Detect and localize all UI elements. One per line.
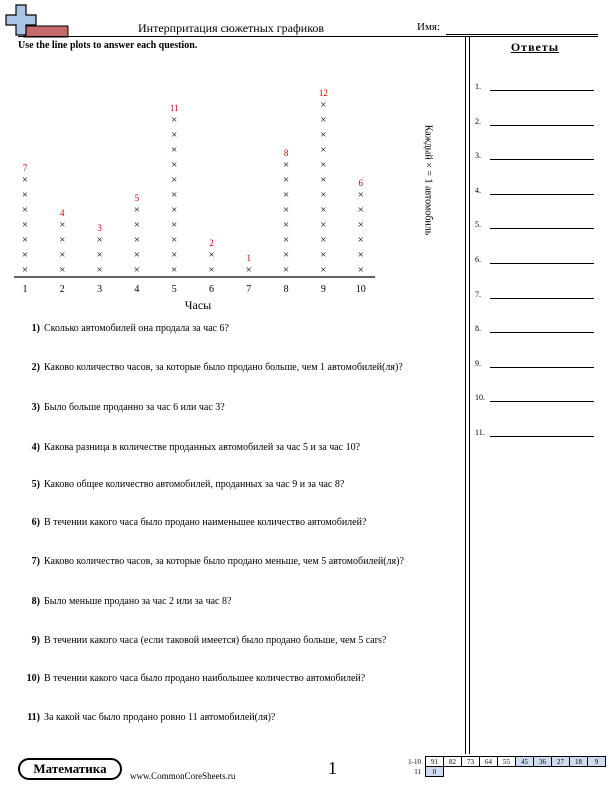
name-label: Имя: xyxy=(417,21,441,33)
plot-marker: × xyxy=(21,174,29,186)
score-cell-empty xyxy=(480,767,498,777)
plot-marker: × xyxy=(171,144,178,156)
answer-number: 10. xyxy=(475,393,485,403)
question-item xyxy=(18,442,458,454)
plot-marker: × xyxy=(357,249,364,261)
score-cell: 91 xyxy=(426,757,444,767)
score-cell-empty xyxy=(570,767,588,777)
score-cell: 45 xyxy=(516,757,534,767)
x-tick-label: 9 xyxy=(320,284,326,295)
answer-number: 8. xyxy=(475,324,481,334)
question-number: 9) xyxy=(31,635,40,646)
score-cell-empty xyxy=(498,767,516,777)
plot-marker: × xyxy=(21,249,29,261)
question-number: 5) xyxy=(31,479,40,490)
plot-marker: × xyxy=(21,234,29,246)
plot-marker: × xyxy=(96,234,103,246)
plot-marker: × xyxy=(357,189,364,201)
plot-marker: × xyxy=(208,264,215,276)
plot-marker: × xyxy=(357,234,364,246)
plot-marker: × xyxy=(320,144,327,156)
score-cell: 73 xyxy=(462,757,480,767)
plot-marker: × xyxy=(282,189,290,201)
plot-marker: × xyxy=(96,264,103,276)
count-label: 5 xyxy=(134,193,140,203)
plot-marker: × xyxy=(357,219,364,231)
question-number: 11) xyxy=(27,712,40,723)
name-field[interactable] xyxy=(446,34,598,35)
x-tick-label: 4 xyxy=(134,284,140,295)
answer-blank[interactable] xyxy=(490,90,594,91)
count-label: 6 xyxy=(358,178,363,188)
plot-marker: × xyxy=(96,249,103,261)
plot-marker: × xyxy=(320,174,327,186)
score-cell: 82 xyxy=(444,757,462,767)
plot-marker: × xyxy=(171,204,178,216)
answer-number: 6. xyxy=(475,255,481,264)
question-text: Каково количество часов, за которые было продано больше, чем 1 автомобилей(ля)? xyxy=(44,362,403,373)
website-link[interactable]: www.CommonCoreSheets.ru xyxy=(130,771,236,781)
question-item xyxy=(18,479,458,491)
answer-number: 5. xyxy=(475,220,481,230)
plot-marker: × xyxy=(320,264,327,276)
question-item xyxy=(18,712,458,724)
score-row xyxy=(398,757,606,767)
plot-marker: × xyxy=(282,234,290,246)
count-label: 3 xyxy=(97,223,102,233)
x-tick-label: 1 xyxy=(22,284,28,295)
question-number: 2) xyxy=(31,362,40,373)
question-text: Сколько автомобилей она продала за час 6? xyxy=(44,323,229,334)
count-label: 4 xyxy=(60,208,65,218)
answer-blank[interactable] xyxy=(490,125,594,126)
answer-blank[interactable] xyxy=(490,332,594,333)
answer-number: 4. xyxy=(475,185,481,195)
score-cell-empty xyxy=(552,767,570,777)
count-label: 1 xyxy=(246,253,252,263)
x-tick-label: 10 xyxy=(355,284,366,295)
plot-marker: × xyxy=(171,249,178,261)
score-cell: 55 xyxy=(498,757,516,767)
question-number: 3) xyxy=(31,402,40,413)
count-label: 7 xyxy=(22,163,28,173)
question-number: 7) xyxy=(31,556,40,567)
question-item xyxy=(18,402,458,414)
score-cell-empty xyxy=(588,767,606,777)
score-cell-empty xyxy=(444,767,462,777)
plot-marker: × xyxy=(21,189,29,201)
score-cell: 36 xyxy=(534,757,552,767)
plot-marker: × xyxy=(320,234,327,246)
question-number: 1) xyxy=(31,323,40,334)
score-row xyxy=(398,767,606,777)
question-text: Было больше проданно за час 6 или час 3? xyxy=(44,402,225,413)
plot-marker: × xyxy=(21,219,29,231)
answer-number: 3. xyxy=(475,151,481,161)
question-number: 6) xyxy=(31,517,40,528)
x-tick-label: 2 xyxy=(59,284,65,295)
plot-marker: × xyxy=(133,264,141,276)
subject-badge: Математика xyxy=(18,758,122,780)
plot-marker: × xyxy=(171,189,178,201)
answer-number: 11. xyxy=(475,428,485,437)
score-row-label: 1-10 xyxy=(408,757,421,766)
score-row-label: 11 xyxy=(414,767,421,776)
score-cell-empty xyxy=(462,767,480,777)
answer-blank[interactable] xyxy=(490,228,594,229)
score-cell-empty xyxy=(534,767,552,777)
question-number: 10) xyxy=(26,673,40,684)
plot-marker: × xyxy=(133,219,141,231)
plot-marker: × xyxy=(282,264,290,276)
column-divider xyxy=(469,36,470,754)
plot-marker: × xyxy=(59,234,66,246)
x-tick-label: 3 xyxy=(97,284,103,295)
plot-marker: × xyxy=(282,219,290,231)
question-item xyxy=(18,517,458,529)
page-number: 1 xyxy=(328,758,337,778)
question-text: За какой час было продано ровно 11 автомобилей(ля)? xyxy=(44,712,276,723)
question-text: В течении какого часа было продано наибольшее количество автомобилей? xyxy=(44,673,366,684)
question-item xyxy=(18,323,458,335)
plot-marker: × xyxy=(245,264,252,276)
plot-marker: × xyxy=(320,129,327,141)
answer-number: 9. xyxy=(475,358,481,368)
answer-number: 2. xyxy=(475,116,481,126)
plot-marker: × xyxy=(171,234,178,246)
question-text: Какова разница в количестве проданных автомобилей за час 5 и за час 10? xyxy=(44,442,361,453)
plot-marker: × xyxy=(320,249,327,261)
plot-marker: × xyxy=(171,114,178,126)
question-item xyxy=(18,673,458,685)
question-number: 4) xyxy=(31,442,40,453)
column-divider xyxy=(465,36,466,754)
count-label: 12 xyxy=(318,88,328,98)
question-text: Каково общее количество автомобилей, проданных за час 9 и за час 8? xyxy=(44,479,345,490)
answer-number: 1. xyxy=(475,82,481,91)
plot-marker: × xyxy=(320,189,327,201)
plot-marker: × xyxy=(133,249,141,261)
plot-marker: × xyxy=(282,249,290,261)
plot-marker: × xyxy=(171,129,178,141)
plot-marker: × xyxy=(59,219,66,231)
score-cell: 64 xyxy=(480,757,498,767)
x-tick-label: 5 xyxy=(171,284,177,295)
x-axis-label: Часы xyxy=(184,298,212,312)
count-label: 8 xyxy=(283,148,289,158)
x-tick-label: 7 xyxy=(246,284,252,295)
plot-marker: × xyxy=(320,204,327,216)
plot-marker: × xyxy=(21,264,29,276)
question-number: 8) xyxy=(31,596,40,607)
answer-blank[interactable] xyxy=(490,436,594,437)
plot-marker: × xyxy=(171,264,178,276)
question-text: В течении какого часа было продано наименьшее количество автомобилей? xyxy=(44,517,367,528)
question-item xyxy=(18,556,458,568)
plot-marker: × xyxy=(208,249,215,261)
question-item xyxy=(18,635,458,647)
answer-blank[interactable] xyxy=(490,159,594,160)
x-tick-label: 6 xyxy=(209,284,214,295)
question-text: Было меньше продано за час 2 или за час 8? xyxy=(44,596,232,607)
plot-marker: × xyxy=(357,264,364,276)
page-title: Интерпритация сюжетных графиков xyxy=(138,21,325,35)
plot-marker: × xyxy=(171,159,178,171)
score-table xyxy=(398,756,606,777)
plot-key: Каждый × = 1 автомобиль xyxy=(422,124,434,236)
instructions: Use the line plots to answer each question. xyxy=(18,40,198,51)
plot-marker: × xyxy=(282,174,290,186)
plot-marker: × xyxy=(282,204,290,216)
count-label: 11 xyxy=(169,103,179,113)
score-cell: 27 xyxy=(552,757,570,767)
plot-marker: × xyxy=(133,234,141,246)
answer-blank[interactable] xyxy=(490,298,594,299)
score-cell-empty xyxy=(516,767,534,777)
plot-marker: × xyxy=(320,114,327,126)
question-item xyxy=(18,596,458,608)
answer-blank[interactable] xyxy=(490,401,594,402)
plot-marker: × xyxy=(171,174,178,186)
plot-marker: × xyxy=(171,219,178,231)
question-text: В течении какого часа (если таковой имеется) было продано больше, чем 5 cars? xyxy=(44,635,387,646)
answer-number: 7. xyxy=(475,289,481,299)
question-text: Каково количество часов, за которые было продано меньше, чем 5 автомобилей(ля)? xyxy=(44,556,404,567)
score-cell: 0 xyxy=(426,767,444,777)
plot-marker: × xyxy=(282,159,290,171)
plot-marker: × xyxy=(133,204,141,216)
plot-marker: × xyxy=(357,204,364,216)
answers-title: Ответы xyxy=(510,40,560,54)
answer-blank[interactable] xyxy=(490,263,594,264)
line-plot xyxy=(0,0,420,320)
count-label: 2 xyxy=(209,238,214,248)
score-cell: 18 xyxy=(570,757,588,767)
score-cell: 9 xyxy=(588,757,606,767)
plot-marker: × xyxy=(320,99,327,111)
plot-marker: × xyxy=(320,159,327,171)
plot-marker: × xyxy=(59,249,66,261)
plot-marker: × xyxy=(59,264,66,276)
answer-blank[interactable] xyxy=(490,367,594,368)
x-tick-label: 8 xyxy=(283,284,289,295)
plot-marker: × xyxy=(21,204,29,216)
question-item xyxy=(18,362,458,374)
plot-marker: × xyxy=(320,219,327,231)
answer-blank[interactable] xyxy=(490,194,594,195)
